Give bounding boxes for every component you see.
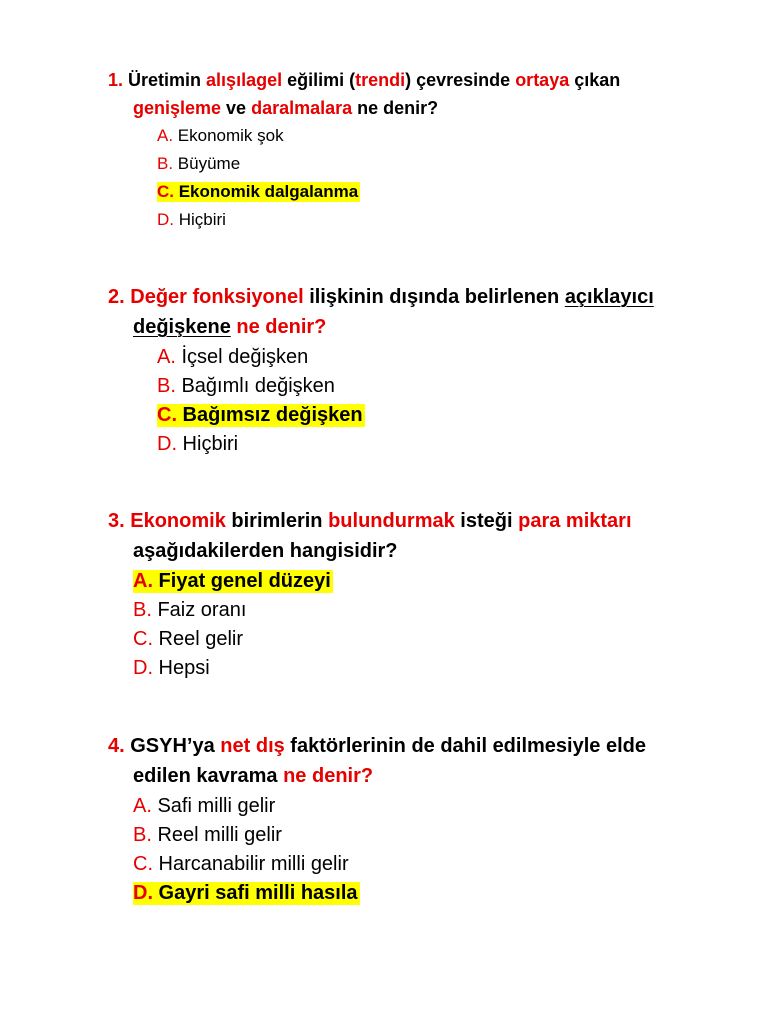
option-b[interactable]	[133, 824, 282, 847]
option-text: Reel milli gelir	[151, 824, 282, 846]
option-letter: A.	[157, 126, 174, 145]
question-4-line-2	[133, 765, 373, 788]
question-text-segment: ne denir?	[236, 316, 327, 338]
question-2-line-2	[133, 316, 326, 339]
option-letter: B.	[157, 154, 174, 173]
question-3-line-1	[108, 510, 632, 533]
question-text-segment: isteği	[454, 510, 519, 532]
option-text: Gayri safi milli hasıla	[153, 882, 358, 904]
question-text-segment: eğilimi (	[282, 70, 356, 90]
question-text-segment: para miktarı	[518, 510, 632, 532]
option-letter: C.	[157, 182, 174, 201]
question-text-segment: daralmalara	[251, 98, 353, 118]
option-c[interactable]	[157, 182, 360, 202]
question-text	[133, 540, 398, 562]
question-text-segment: edilen kavrama	[133, 765, 284, 787]
option-text: Faiz oranı	[151, 599, 247, 621]
option-letter: D.	[157, 210, 174, 229]
option-letter: C.	[133, 853, 153, 875]
question-text	[128, 70, 620, 90]
option-text: Büyüme	[173, 154, 241, 173]
question-text-segment: çıkan	[569, 70, 621, 90]
question-text-segment: alışılagel	[206, 70, 283, 90]
question-1-line-2	[133, 98, 438, 119]
question-text-segment: ne denir?	[283, 765, 374, 787]
option-b[interactable]	[133, 599, 246, 622]
question-text	[133, 765, 373, 787]
question-text-segment: Ekonomik	[130, 510, 226, 532]
question-2-line-1	[108, 286, 654, 309]
option-letter: D.	[133, 657, 153, 679]
question-text-segment: trendi	[355, 70, 406, 90]
question-1-line-1	[108, 70, 620, 91]
option-text: İçsel değişken	[175, 346, 309, 368]
option-d[interactable]	[157, 433, 238, 456]
question-text-segment: açıklayıcı	[564, 286, 654, 308]
question-number: 2.	[108, 286, 125, 308]
question-text-segment: değişkene	[133, 316, 231, 338]
option-letter: A.	[157, 346, 176, 368]
option-text: Bağımsız değişken	[177, 404, 363, 426]
option-letter: D.	[157, 433, 177, 455]
question-text-segment: ortaya	[515, 70, 570, 90]
question-text-segment: aşağıdakilerden hangisidir?	[133, 540, 398, 562]
question-number: 1.	[108, 70, 124, 90]
question-text-segment: ilişkinin dışında belirlenen	[303, 286, 565, 308]
option-b[interactable]	[157, 375, 335, 398]
option-text: Fiyat genel düzeyi	[153, 570, 331, 592]
option-b[interactable]	[157, 154, 240, 174]
option-text: Bağımlı değişken	[175, 375, 335, 397]
question-text-segment: net dış	[220, 735, 285, 757]
option-letter: B.	[157, 375, 176, 397]
question-text-segment: GSYH’ya	[130, 735, 221, 757]
option-text: Ekonomik şok	[173, 126, 284, 145]
option-letter: B.	[133, 824, 152, 846]
question-text	[133, 98, 438, 118]
option-letter: B.	[133, 599, 152, 621]
question-4-line-1	[108, 735, 646, 758]
option-c[interactable]	[133, 628, 243, 651]
option-a[interactable]	[157, 346, 308, 369]
question-number: 4.	[108, 735, 125, 757]
option-d[interactable]	[133, 657, 210, 680]
option-letter: A.	[133, 795, 152, 817]
option-text: Hiçbiri	[177, 433, 239, 455]
option-d[interactable]	[157, 210, 226, 230]
question-text-segment: Değer fonksiyonel	[130, 286, 304, 308]
option-letter: A.	[133, 570, 153, 592]
question-text-segment: bulundurmak	[328, 510, 455, 532]
question-text	[130, 286, 654, 308]
option-text: Hiçbiri	[174, 210, 226, 229]
question-text-segment: birimlerin	[225, 510, 329, 532]
question-text-segment: genişleme	[133, 98, 222, 118]
question-number: 3.	[108, 510, 125, 532]
question-text	[130, 735, 646, 757]
option-text: Safi milli gelir	[151, 795, 276, 817]
option-a[interactable]	[157, 126, 284, 146]
option-a[interactable]	[133, 795, 275, 818]
option-d[interactable]	[133, 882, 360, 905]
option-text: Harcanabilir milli gelir	[153, 853, 349, 875]
question-text-segment: ne denir?	[352, 98, 439, 118]
question-text-segment: ) çevresinde	[405, 70, 516, 90]
question-text	[133, 316, 326, 338]
option-letter: C.	[133, 628, 153, 650]
option-letter: C.	[157, 404, 177, 426]
option-text: Reel gelir	[153, 628, 244, 650]
question-3-line-2	[133, 540, 398, 563]
option-c[interactable]	[133, 853, 349, 876]
option-a[interactable]	[133, 570, 333, 593]
question-text-segment: faktörlerinin de dahil edilmesiyle elde	[284, 735, 646, 757]
option-letter: D.	[133, 882, 153, 904]
option-text: Hepsi	[153, 657, 210, 679]
question-text-segment: ve	[221, 98, 252, 118]
option-text: Ekonomik dalgalanma	[174, 182, 359, 201]
question-text	[130, 510, 631, 532]
question-text-segment: Üretimin	[128, 70, 207, 90]
option-c[interactable]	[157, 404, 365, 427]
